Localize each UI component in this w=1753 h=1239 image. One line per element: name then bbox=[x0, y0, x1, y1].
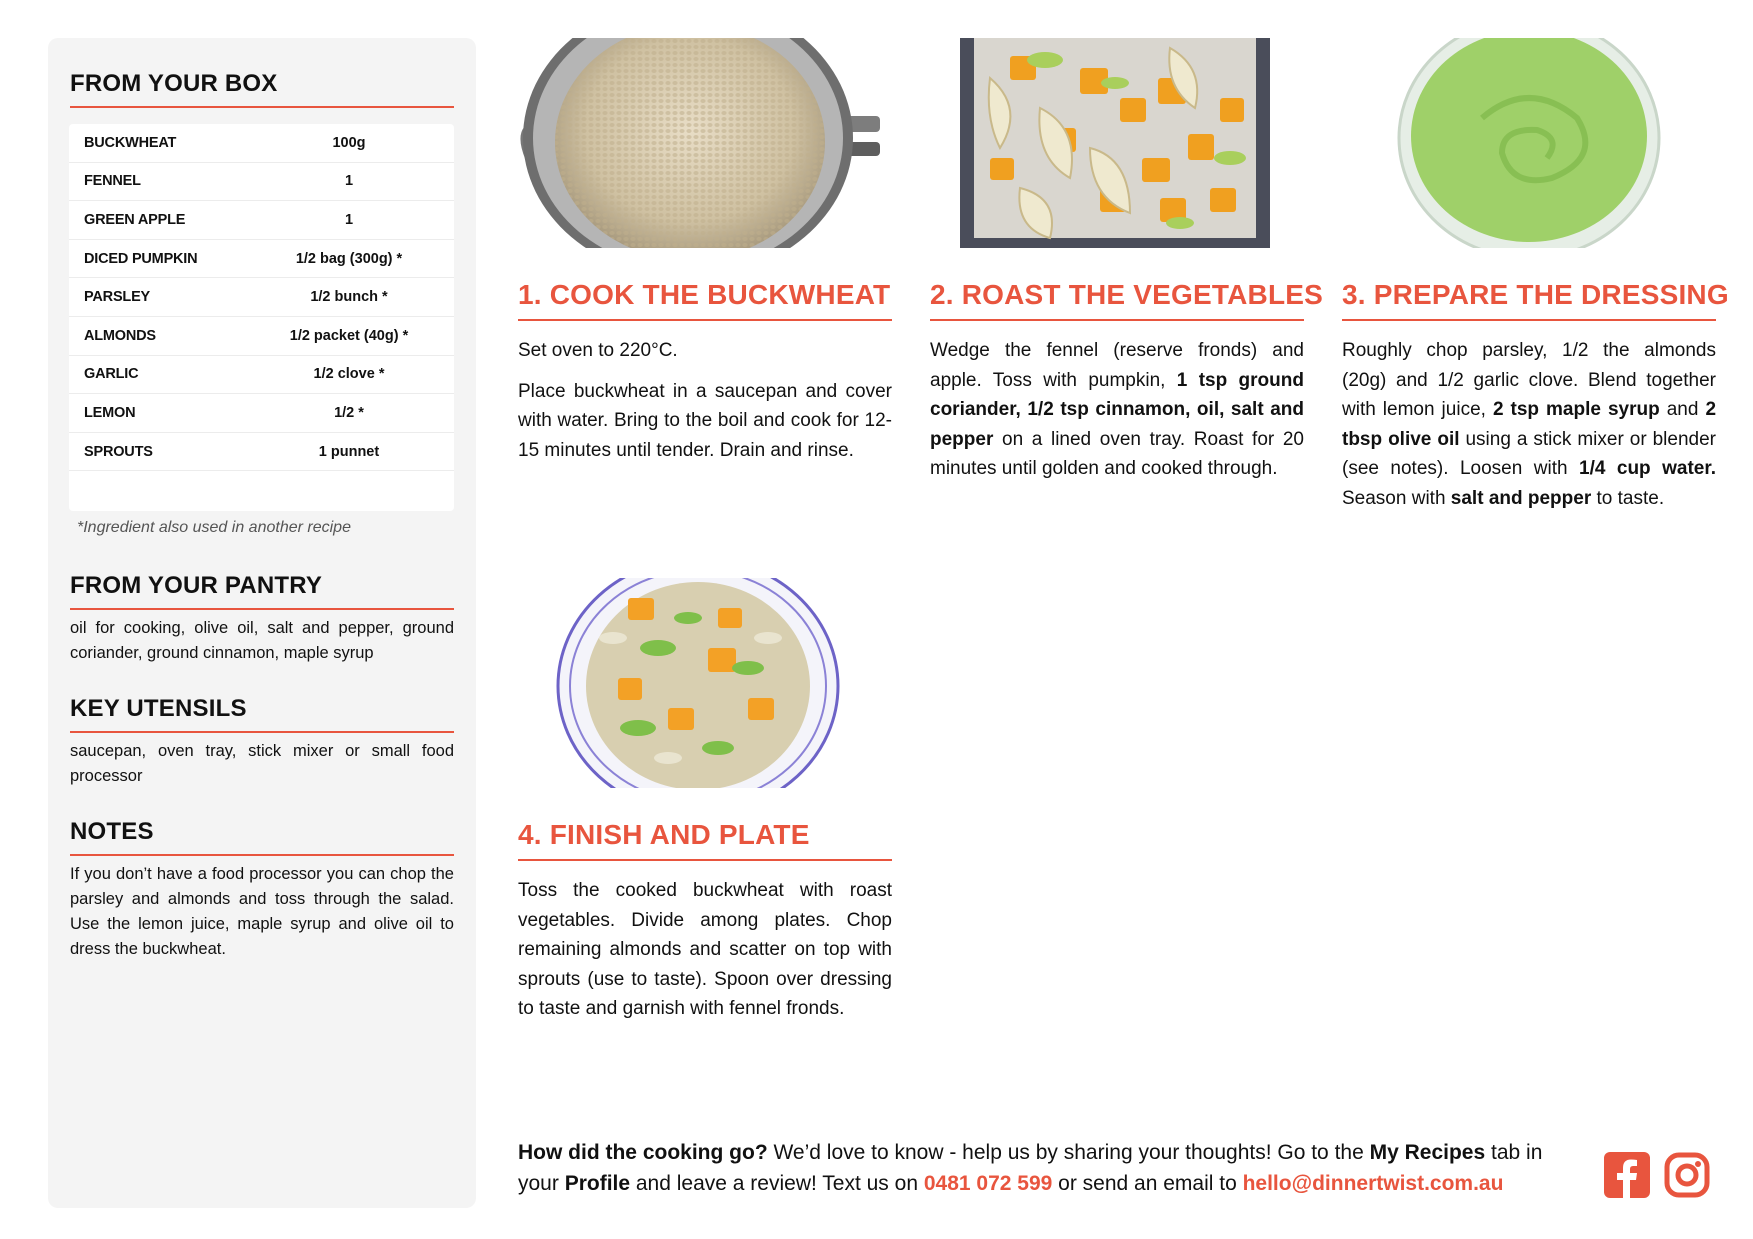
ingredient-name: GREEN APPLE bbox=[84, 211, 186, 228]
ingredient-row bbox=[69, 317, 454, 356]
from-your-box-heading: FROM YOUR BOX bbox=[70, 70, 454, 108]
ingredient-name: ALMONDS bbox=[84, 327, 156, 344]
step-3-body bbox=[1342, 336, 1716, 524]
step-2-body bbox=[930, 336, 1304, 495]
profile-label: Profile bbox=[564, 1172, 631, 1195]
instagram-icon[interactable] bbox=[1664, 1152, 1710, 1198]
roast-vegetables-tray-photo bbox=[930, 38, 1304, 248]
ingredient-name: BUCKWHEAT bbox=[84, 134, 177, 151]
feedback-text: We’d love to know - help us by sharing your thoughts! Go to the bbox=[767, 1141, 1370, 1164]
ingredient-row bbox=[69, 278, 454, 317]
feedback-text: and leave a review! Text us on bbox=[630, 1172, 924, 1195]
buckwheat-strainer-photo bbox=[518, 38, 892, 248]
step-1-oven-text: Set oven to 220°C. bbox=[518, 340, 678, 361]
green-dressing-bowl-photo bbox=[1342, 38, 1716, 248]
step-3-maple: 2 tsp maple syrup bbox=[1492, 399, 1660, 420]
step-1-title: 1. COOK THE BUCKWHEAT bbox=[518, 279, 892, 321]
ingredient-footnote: *Ingredient also used in another recipe bbox=[77, 519, 351, 536]
sidebar bbox=[48, 38, 476, 1208]
ingredient-qty: 1/2 bunch * bbox=[310, 289, 388, 306]
ingredient-qty: 1/2 * bbox=[334, 404, 364, 421]
ingredient-name: FENNEL bbox=[84, 173, 141, 190]
step-3-text: Roughly chop parsley, 1/2 the almonds (20g) and 1/2 garlic clove. Blend together with lemon juice, bbox=[1342, 340, 1716, 420]
plated-salad-photo bbox=[518, 578, 892, 788]
ingredient-row bbox=[69, 124, 454, 163]
step-2-spices: 1 tsp ground coriander, 1/2 tsp cinnamon, oil, salt and pepper bbox=[930, 369, 1304, 450]
notes-heading: NOTES bbox=[70, 818, 454, 856]
step-4-body bbox=[518, 876, 892, 1035]
step-4-text: Toss the cooked buckwheat with roast vegetables. Divide among plates. Chop remaining almonds and scatter on top with sprouts (use to taste). Spoon over dressing to taste and garnish with fennel fronds. bbox=[518, 880, 892, 1019]
step-1-cook-text: Place buckwheat in a saucepan and cover with water. Bring to the boil and cook for 12-15 minutes until tender. Drain and rinse. bbox=[518, 380, 892, 461]
step-3-seasoning: salt and pepper bbox=[1450, 487, 1592, 509]
feedback-text: or send an email to bbox=[1052, 1172, 1243, 1195]
step-3-text: using a stick mixer or blender (see notes). Loosen with bbox=[1342, 428, 1716, 479]
ingredient-qty: 1 bbox=[344, 173, 354, 190]
pantry-text: oil for cooking, olive oil, salt and pepper, ground coriander, ground cinnamon, maple syrup bbox=[70, 619, 454, 662]
step-3-text: Season with bbox=[1342, 487, 1451, 509]
utensils-text: saucepan, oven tray, stick mixer or small food processor bbox=[70, 742, 454, 785]
my-recipes-label: My Recipes bbox=[1369, 1141, 1486, 1164]
from-your-pantry-heading: FROM YOUR PANTRY bbox=[70, 572, 454, 610]
ingredients-table bbox=[69, 124, 454, 511]
step-2-text: on a lined oven tray. Roast for 20 minutes until golden and cooked through. bbox=[930, 428, 1304, 479]
ingredient-qty: 100g bbox=[332, 134, 366, 151]
email-link[interactable]: hello@dinnertwist.com.au bbox=[1242, 1172, 1504, 1195]
ingredient-row bbox=[69, 356, 454, 395]
notes-text: If you don’t have a food processor you can chop the parsley and almonds and toss through the salad. Use the lemon juice, maple syrup and olive oil to dress the buckwheat. bbox=[70, 865, 454, 958]
ingredient-name: DICED PUMPKIN bbox=[84, 250, 198, 267]
step-3-oil: 2 tbsp olive oil bbox=[1342, 399, 1717, 450]
ingredient-row bbox=[69, 433, 454, 472]
ingredient-name: SPROUTS bbox=[84, 443, 153, 460]
ingredient-qty: 1 bbox=[344, 211, 354, 228]
feedback-text: tab in your bbox=[518, 1141, 1543, 1195]
feedback-question: How did the cooking go? bbox=[518, 1141, 768, 1164]
step-3-title: 3. PREPARE THE DRESSING bbox=[1342, 279, 1716, 321]
ingredient-name: PARSLEY bbox=[84, 289, 151, 306]
ingredient-name: GARLIC bbox=[84, 366, 139, 383]
step-2-title: 2. ROAST THE VEGETABLES bbox=[930, 279, 1304, 321]
step-1-body bbox=[518, 336, 892, 476]
ingredient-name: LEMON bbox=[84, 404, 136, 421]
ingredient-qty: 1/2 clove * bbox=[313, 366, 385, 383]
step-3-water: 1/4 cup water. bbox=[1579, 458, 1716, 479]
ingredient-row bbox=[69, 240, 454, 279]
phone-link[interactable]: 0481 072 599 bbox=[923, 1172, 1053, 1195]
ingredient-qty: 1/2 packet (40g) * bbox=[289, 327, 409, 344]
key-utensils-heading: KEY UTENSILS bbox=[70, 695, 454, 733]
step-3-text: to taste. bbox=[1591, 487, 1665, 509]
step-2-text: Wedge the fennel (reserve fronds) and apple. Toss with pumpkin, bbox=[930, 340, 1304, 391]
ingredient-qty: 1/2 bag (300g) * bbox=[295, 250, 403, 267]
ingredient-qty: 1 punnet bbox=[318, 443, 380, 460]
feedback-footer bbox=[518, 1137, 1578, 1199]
ingredient-row bbox=[69, 201, 454, 240]
step-3-text: and bbox=[1659, 399, 1706, 420]
ingredient-row bbox=[69, 394, 454, 433]
facebook-icon[interactable] bbox=[1604, 1152, 1650, 1198]
ingredient-row bbox=[69, 163, 454, 202]
step-4-title: 4. FINISH AND PLATE bbox=[518, 819, 892, 861]
